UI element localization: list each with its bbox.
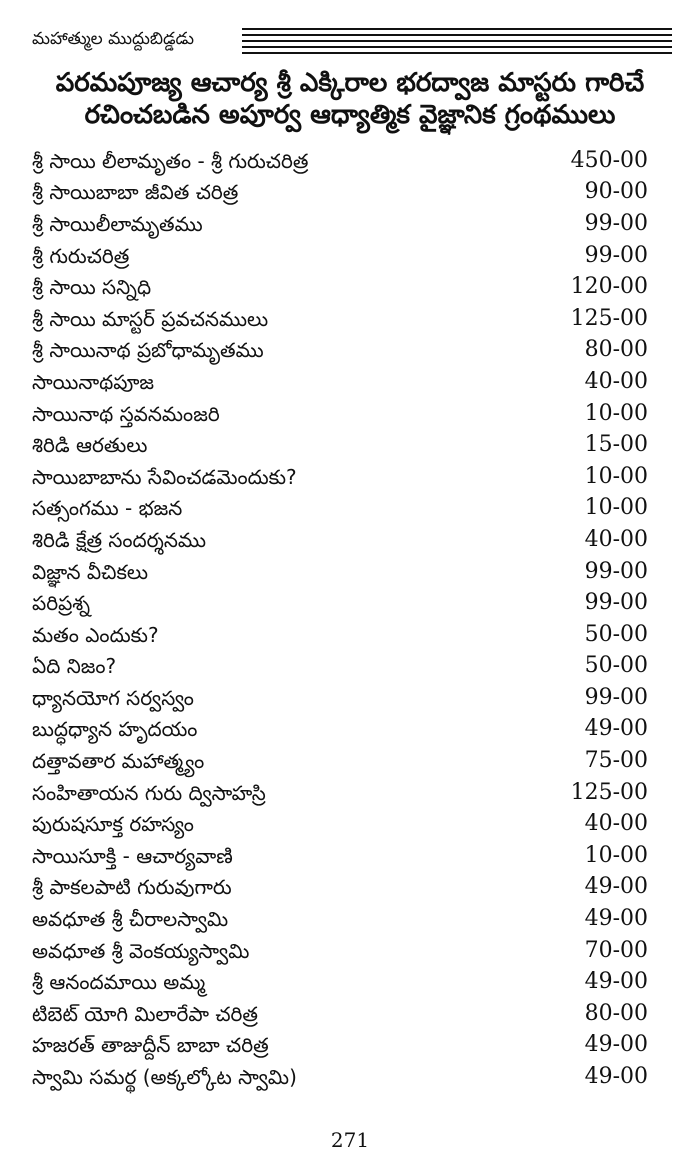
- book-row: [32, 556, 648, 588]
- book-title: సత్సంగము - భజన: [32, 496, 183, 521]
- book-row: [32, 935, 648, 967]
- book-row: [32, 651, 648, 683]
- page-heading-line-1: పరమపూజ్య ఆచార్య శ్రీ ఎక్కిరాల భరద్వాజ మాస్టరు గారిచే: [55, 68, 645, 98]
- header-rule: [242, 40, 672, 42]
- book-price: 10-00: [584, 842, 648, 868]
- book-row: [32, 840, 648, 872]
- page-number: 271: [330, 1128, 370, 1152]
- book-row: [32, 303, 648, 335]
- book-row: [32, 903, 648, 935]
- book-title: శ్రీ సాయిబాబా జీవిత చరిత్ర: [32, 180, 239, 205]
- book-title: విజ్ఞాన వీచికలు: [32, 559, 148, 584]
- book-price: 15-00: [584, 432, 648, 458]
- book-price: 99-00: [584, 590, 648, 616]
- book-row: [32, 398, 648, 430]
- book-row: [32, 587, 648, 619]
- book-title: సంహితాయన గురు ద్విసాహస్రి: [32, 780, 266, 805]
- book-row: [32, 619, 648, 651]
- book-price: 80-00: [584, 337, 648, 363]
- book-title: శిరిడి క్షేత్ర సందర్శనము: [32, 527, 206, 552]
- book-price: 125-00: [570, 779, 648, 805]
- book-row: [32, 145, 648, 177]
- book-row: [32, 461, 648, 493]
- book-title: శ్రీ సాయి మాస్టర్ ప్రవచనములు: [32, 306, 269, 331]
- book-title: టిబెట్ యోగి మిలారేపా చరిత్ర: [32, 1001, 258, 1026]
- book-price: 49-00: [584, 969, 648, 995]
- book-price: 50-00: [584, 621, 648, 647]
- book-price: 40-00: [584, 811, 648, 837]
- book-title: సాయినాథపూజ: [32, 369, 155, 394]
- book-row: [32, 429, 648, 461]
- header-rule: [242, 46, 672, 48]
- book-price: 10-00: [584, 495, 648, 521]
- book-row: [32, 682, 648, 714]
- book-title: అవధూత శ్రీ వెంకయ్యస్వామి: [32, 938, 250, 963]
- book-row: [32, 872, 648, 904]
- book-title: బుద్ధధ్యాన హృదయం: [32, 717, 198, 742]
- book-list: [32, 145, 648, 1093]
- book-title: పురుషసూక్త రహస్యం: [32, 812, 194, 837]
- book-price: 99-00: [584, 242, 648, 268]
- book-row: [32, 777, 648, 809]
- book-title: మతం ఎందుకు?: [32, 622, 159, 647]
- running-header-title: మహాత్ముల ముద్దుబిడ్డడు: [32, 29, 195, 49]
- book-row: [32, 998, 648, 1030]
- book-price: 75-00: [584, 748, 648, 774]
- book-title: శ్రీ ఆనందమాయి అమ్మ: [32, 970, 206, 995]
- book-row: [32, 271, 648, 303]
- book-row: [32, 1061, 648, 1093]
- book-price: 120-00: [570, 274, 648, 300]
- book-row: [32, 366, 648, 398]
- book-title: స్వామి సమర్థ (అక్కల్కోట స్వామి): [32, 1065, 297, 1090]
- book-title: శ్రీ సాయి లీలామృతం - శ్రీ గురుచరిత్ర: [32, 148, 309, 173]
- book-row: [32, 966, 648, 998]
- book-title: అవధూత శ్రీ చీరాలస్వామి: [32, 907, 229, 932]
- book-title: శ్రీ సాయి సన్నిధి: [32, 275, 152, 300]
- book-price: 80-00: [584, 1000, 648, 1026]
- book-price: 99-00: [584, 684, 648, 710]
- book-price: 90-00: [584, 179, 648, 205]
- book-row: [32, 335, 648, 367]
- header-rule: [242, 28, 672, 30]
- book-row: [32, 493, 648, 525]
- book-title: సాయిసూక్తి - ఆచార్యవాణి: [32, 843, 233, 868]
- book-title: శ్రీ గురుచరిత్ర: [32, 243, 130, 268]
- book-title: శిరిడి ఆరతులు: [32, 433, 148, 458]
- book-price: 49-00: [584, 874, 648, 900]
- book-row: [32, 240, 648, 272]
- book-title: శ్రీ సాయినాథ ప్రబోధామృతము: [32, 338, 264, 363]
- book-title: సాయిబాబాను సేవించడమెందుకు?: [32, 464, 297, 489]
- book-title: హజరత్ తాజుద్దీన్ బాబా చరిత్ర: [32, 1033, 269, 1058]
- running-header: [32, 24, 672, 58]
- book-row: [32, 714, 648, 746]
- book-price: 49-00: [584, 906, 648, 932]
- book-row: [32, 808, 648, 840]
- book-price: 99-00: [584, 210, 648, 236]
- book-row: [32, 745, 648, 777]
- book-price: 50-00: [584, 653, 648, 679]
- book-title: సాయినాథ స్తవనమంజరి: [32, 401, 220, 426]
- book-title: శ్రీ సాయిలీలామృతము: [32, 211, 203, 236]
- book-price: 450-00: [570, 147, 648, 173]
- book-title: ఏది నిజం?: [32, 654, 117, 679]
- book-price: 49-00: [584, 1064, 648, 1090]
- book-price: 49-00: [584, 716, 648, 742]
- book-price: 49-00: [584, 1032, 648, 1058]
- book-price: 40-00: [584, 368, 648, 394]
- book-row: [32, 524, 648, 556]
- book-price: 125-00: [570, 305, 648, 331]
- book-title: దత్తావతార మహాత్మ్యం: [32, 749, 205, 774]
- book-price: 10-00: [584, 400, 648, 426]
- book-row: [32, 208, 648, 240]
- header-rule: [242, 34, 672, 36]
- book-row: [32, 177, 648, 209]
- book-price: 99-00: [584, 558, 648, 584]
- book-title: పరిప్రశ్న: [32, 591, 91, 616]
- book-title: ధ్యానయోగ సర్వస్వం: [32, 685, 194, 710]
- header-rule: [242, 52, 672, 54]
- book-row: [32, 1030, 648, 1062]
- book-price: 70-00: [584, 937, 648, 963]
- page-heading-line-2: రచించబడిన అపూర్వ ఆధ్యాత్మిక వైజ్ఞానిక గ్రంథములు: [84, 100, 616, 130]
- book-price: 40-00: [584, 526, 648, 552]
- book-price: 10-00: [584, 463, 648, 489]
- book-title: శ్రీ పాకలపాటి గురువుగారు: [32, 875, 232, 900]
